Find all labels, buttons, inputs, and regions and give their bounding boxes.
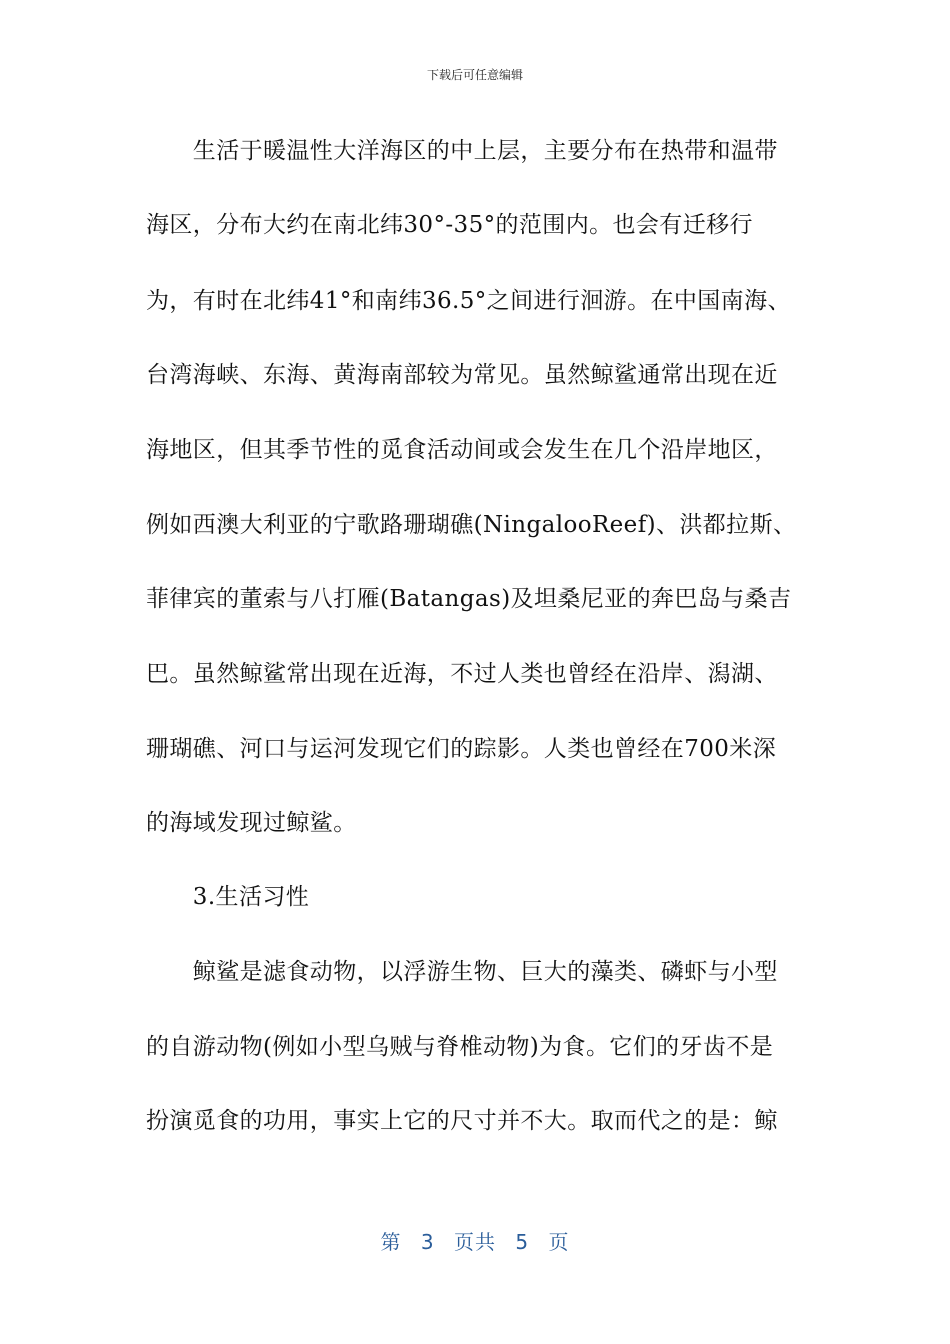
header-note: 下载后可任意编辑 <box>426 68 523 82</box>
text-line: 的自游动物(例如小型乌贼与脊椎动物)为食。它们的牙齿不是 <box>146 1034 774 1060</box>
text-line: 珊瑚礁、河口与运河发现它们的踪影。人类也曾经在700米深 <box>146 736 777 762</box>
text-line: 为，有时在北纬41°和南纬36.5°之间进行洄游。在中国南海、 <box>146 288 791 314</box>
current-page-number: 3 <box>420 1230 435 1254</box>
text-line: 海区，分布大约在南北纬30°-35°的范围内。也会有迁移行 <box>146 212 753 238</box>
footer-suffix: 页 <box>548 1230 570 1254</box>
text-line: 菲律宾的董索与八打雁(Batangas)及坦桑尼亚的奔巴岛与桑吉 <box>146 586 792 612</box>
text-line: 扮演觅食的功用，事实上它的尺寸并不大。取而代之的是：鲸 <box>146 1108 778 1134</box>
footer-prefix: 第 <box>380 1230 402 1254</box>
page-footer <box>0 1226 950 1255</box>
text-line: 鲸鲨是滤食动物，以浮游生物、巨大的藻类、磷虾与小型 <box>146 959 778 985</box>
text-line: 例如西澳大利亚的宁歌路珊瑚礁(NingalooReef)、洪都拉斯、 <box>146 512 797 538</box>
footer-middle: 页共 <box>454 1230 496 1254</box>
text-line: 的海域发现过鲸鲨。 <box>146 810 357 836</box>
text-line: 巴。虽然鲸鲨常出现在近海，不过人类也曾经在沿岸、潟湖、 <box>146 661 778 687</box>
text-line: 生活于暖温性大洋海区的中上层，主要分布在热带和温带 <box>146 138 778 164</box>
text-line: 台湾海峡、东海、黄海南部较为常见。虽然鲸鲨通常出现在近 <box>146 362 778 388</box>
total-pages-number: 5 <box>515 1230 530 1254</box>
text-line: 海地区，但其季节性的觅食活动间或会发生在几个沿岸地区， <box>146 437 778 463</box>
section-heading: 3.生活习性 <box>146 884 310 910</box>
